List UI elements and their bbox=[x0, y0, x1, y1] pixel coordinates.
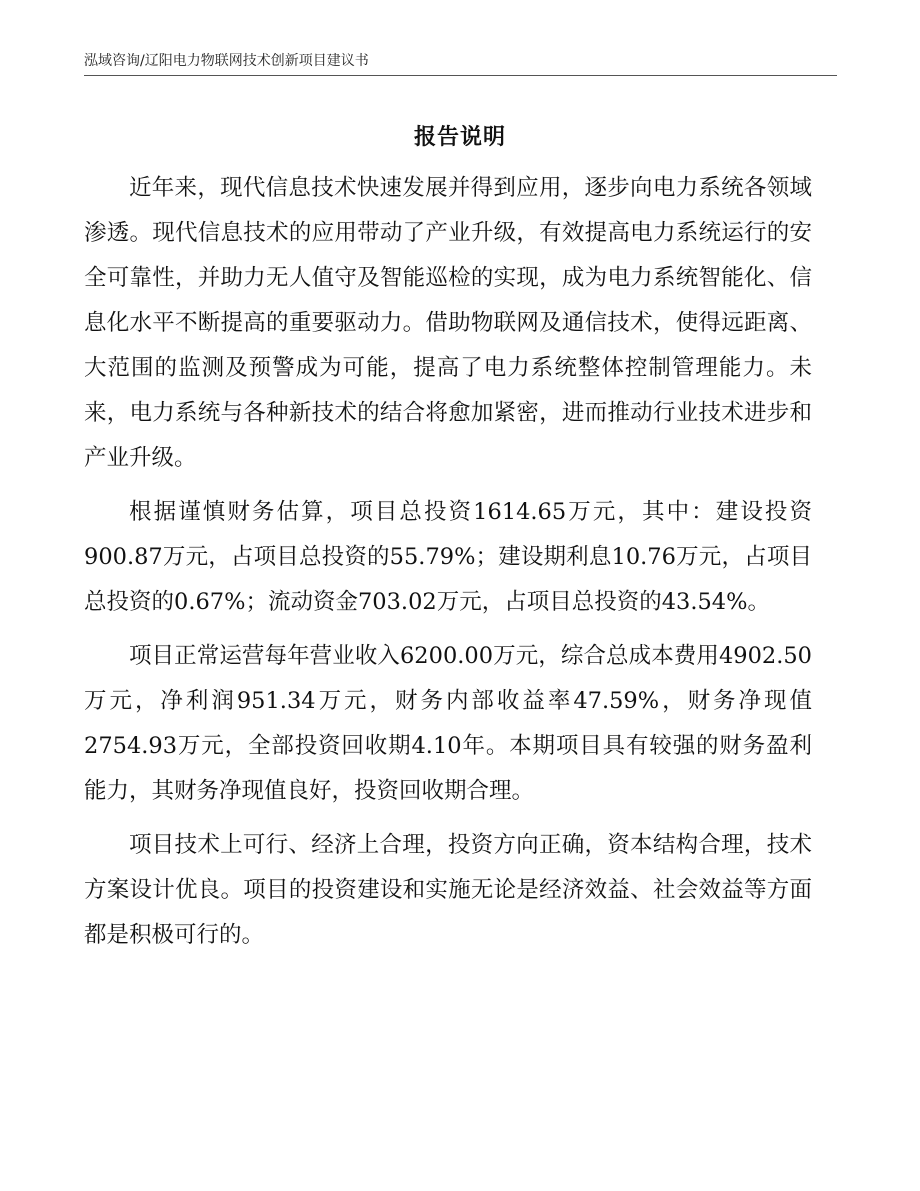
paragraph-background: 近年来，现代信息技术快速发展并得到应用，逐步向电力系统各领域渗透。现代信息技术的应用带动了产业升级，有效提高电力系统运行的安全可靠性，并助力无人值守及智能巡检的实现，成为电力系统智能化、信息化水平不断提高的重要驱动力。借助物联网及通信技术，使得远距离、大范围的监测及预警成为可能，提高了电力系统整体控制管理能力。未来，电力系统与各种新技术的结合将愈加紧密，进而推动行业技术进步和产业升级。 bbox=[84, 175, 812, 471]
page-title: 报告说明 bbox=[413, 125, 506, 150]
report-body bbox=[84, 166, 812, 958]
running-header: 泓域咨询/辽阳电力物联网技术创新项目建议书 bbox=[84, 53, 369, 69]
paragraph-conclusion: 项目技术上可行、经济上合理，投资方向正确，资本结构合理，技术方案设计优良。项目的投资建设和实施无论是经济效益、社会效益等方面都是积极可行的。 bbox=[84, 832, 812, 948]
paragraph-financials: 项目正常运营每年营业收入6200.00万元，综合总成本费用4902.50万元，净利润951.34万元，财务内部收益率47.59%，财务净现值2754.93万元，全部投资回收期4.10年。本期项目具有较强的财务盈利能力，其财务净现值良好，投资回收期合理。 bbox=[84, 643, 812, 804]
paragraph-investment: 根据谨慎财务估算，项目总投资1614.65万元，其中：建设投资900.87万元，占项目总投资的55.79%；建设期利息10.76万元，占项目总投资的0.67%；流动资金703.02万元，占项目总投资的43.54%。 bbox=[84, 499, 812, 615]
header-divider bbox=[84, 75, 837, 76]
